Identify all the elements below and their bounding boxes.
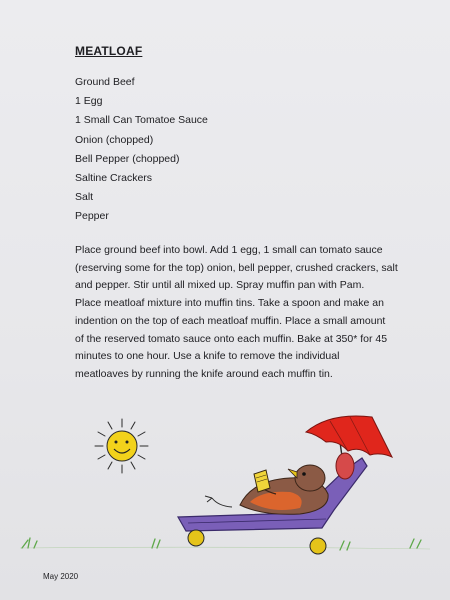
ingredient-item: Salt [75, 191, 94, 204]
ingredient-item: Pepper [75, 210, 109, 223]
sun-icon [95, 419, 148, 473]
ingredient-item: Bell Pepper (chopped) [75, 152, 180, 165]
instruction-line: meatloaves by running the knife around each muffin tin. [75, 367, 333, 380]
instruction-line: minutes to one hour. Use a knife to remove the individual [75, 350, 340, 363]
recipe-title: MEATLOAF [75, 44, 143, 58]
ingredient-item: 1 Egg [75, 95, 103, 108]
instruction-line: of the reserved tomato sauce onto each muffin. Bake at 350* for 45 [75, 332, 388, 345]
instruction-line: indention on the top of each meatloaf muffin. Place a small amount [75, 314, 386, 327]
ingredient-item: Saltine Crackers [75, 171, 153, 184]
instruction-line: (reserving some for the top) onion, bell pepper, crushed crackers, salt [75, 261, 398, 274]
ingredient-item: Onion (chopped) [75, 133, 154, 146]
instruction-line: Place ground beef into bowl. Add 1 egg, 1 small can tomato sauce [75, 244, 383, 256]
instruction-line: Place meatloaf mixture into muffin tins. Take a spoon and make an [75, 297, 384, 310]
chair-wheel [310, 538, 326, 554]
pillow [336, 453, 354, 479]
ingredient-item: Ground Beef [75, 76, 135, 88]
instruction-line: and pepper. Stir until all mixed up. Spray muffin pan with Pam. [75, 279, 365, 292]
chair-wheel [188, 530, 204, 546]
ingredient-item: 1 Small Can Tomatoe Sauce [75, 114, 208, 127]
footer-date: May 2020 [43, 572, 79, 581]
